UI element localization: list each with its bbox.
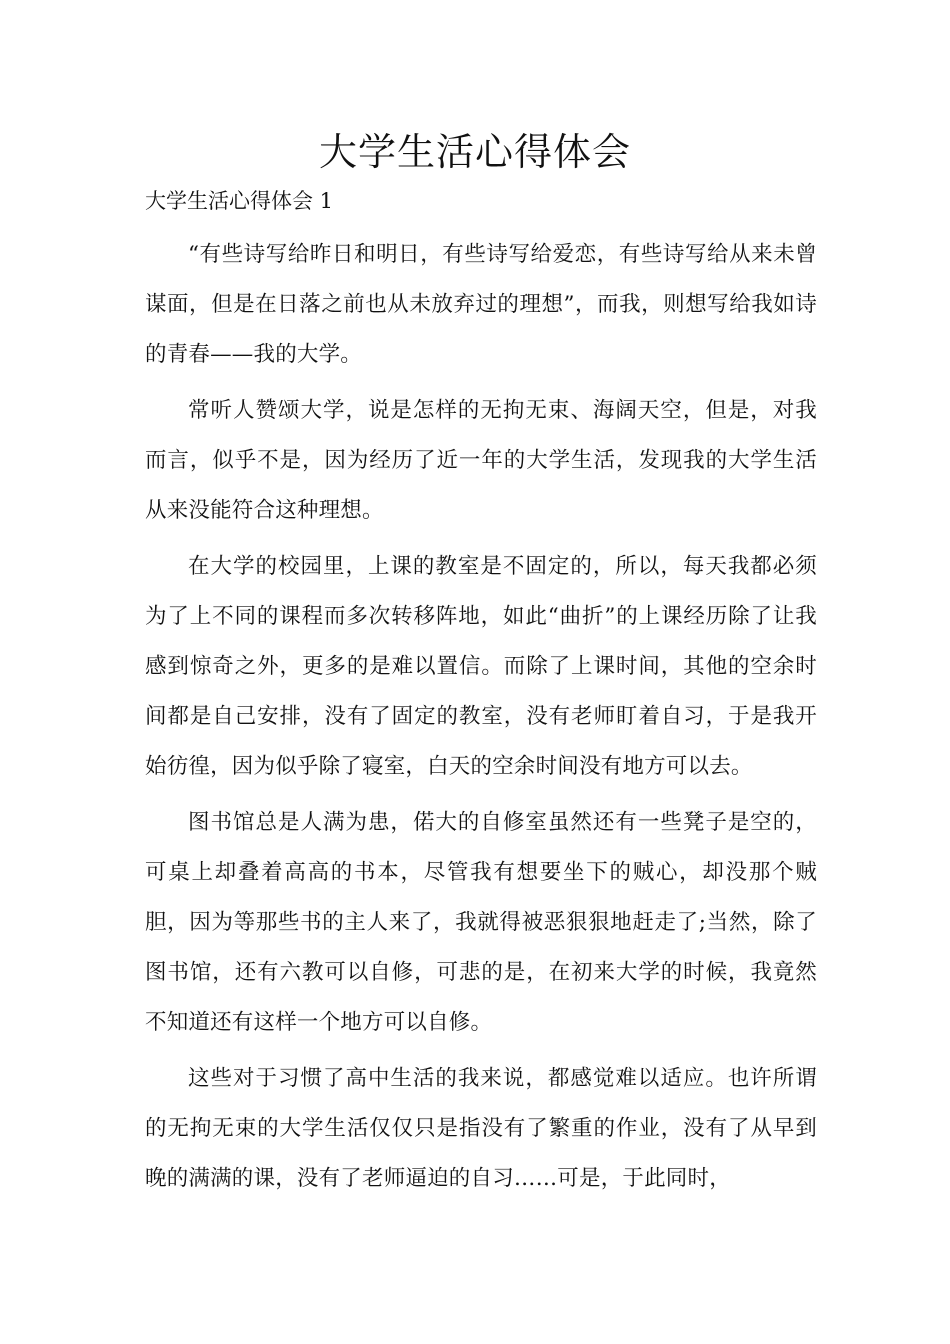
paragraph: “有些诗写给昨日和明日，有些诗写给爱恋，有些诗写给从来未曾谋面，但是在日落之前也从未放弃过的理想”，而我，则想写给我如诗的青春——我的大学。 [145, 242, 817, 367]
document-body [145, 230, 817, 1210]
paragraph: 图书馆总是人满为患，偌大的自修室虽然还有一些凳子是空的，可桌上却叠着高高的书本，尽管我有想要坐下的贼心，却没那个贼胆，因为等那些书的主人来了，我就得被恶狠狠地赶走了;当然，除了图书馆，还有六教可以自修，可悲的是，在初来大学的时候，我竟然不知道还有这样一个地方可以自修。 [145, 810, 817, 1035]
paragraph: 在大学的校园里，上课的教室是不固定的，所以，每天我都必须为了上不同的课程而多次转移阵地，如此“曲折”的上课经历除了让我感到惊奇之外，更多的是难以置信。而除了上课时间，其他的空余时间都是自己安排，没有了固定的教室，没有老师盯着自习，于是我开始彷徨，因为似乎除了寝室，白天的空余时间没有地方可以去。 [145, 554, 817, 779]
section-heading: 大学生活心得体会 1 [145, 189, 334, 213]
document-title: 大学生活心得体会 [318, 130, 631, 174]
paragraph: 常听人赞颂大学，说是怎样的无拘无束、海阔天空，但是，对我而言，似乎不是，因为经历了近一年的大学生活，发现我的大学生活从来没能符合这种理想。 [145, 398, 817, 523]
paragraph: 这些对于习惯了高中生活的我来说，都感觉难以适应。也许所谓的无拘无束的大学生活仅仅只是指没有了繁重的作业，没有了从早到晚的满满的课，没有了老师逼迫的自习……可是，于此同时， [145, 1066, 817, 1191]
